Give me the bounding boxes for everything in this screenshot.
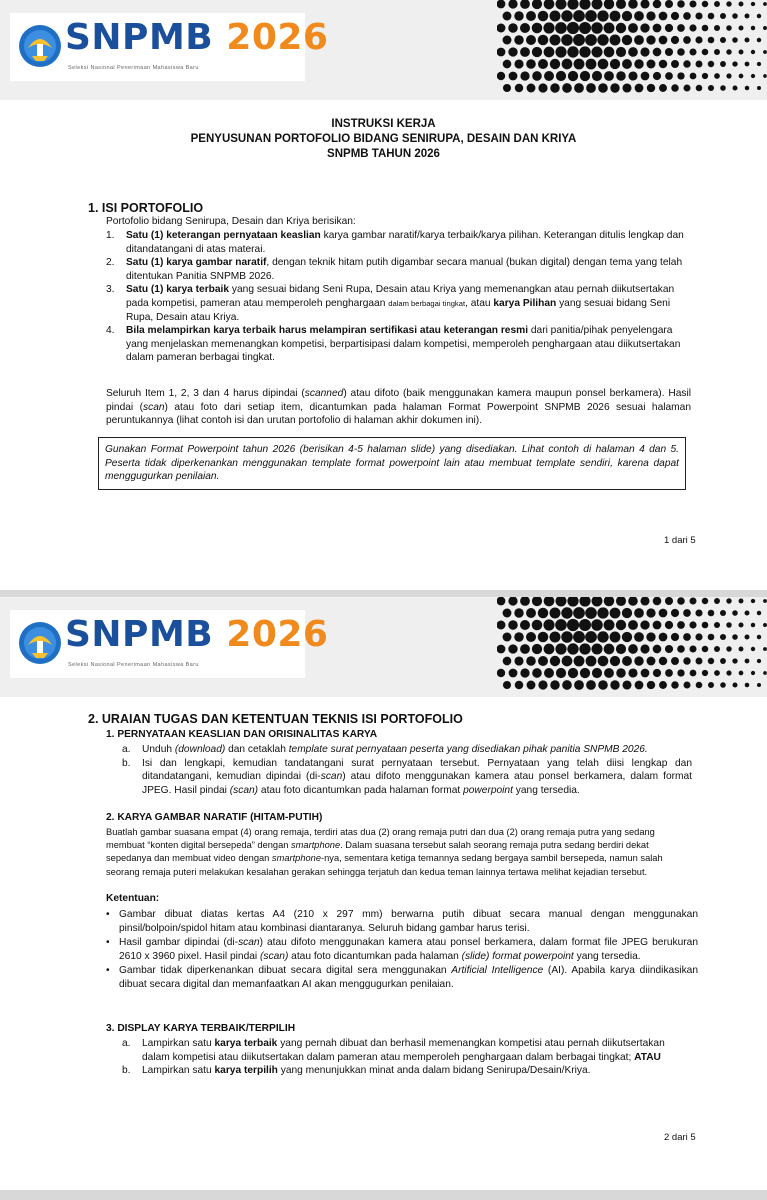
list-item: a. Lampirkan satu karya terbaik yang pernah dibuat dan berhasil memenangkan kompetisi atau pernah diikutsertakan dalam kompetisi atau diikutsertakan dalam pameran atau memperoleh penghargaan dalam berbagai tingkat; ATAU — [122, 1038, 665, 1063]
brand-tagline: Seleksi Nasional Penerimaan Mahasiswa Baru — [68, 65, 199, 71]
snpmb-logo — [10, 13, 329, 81]
brand-wordmark — [65, 17, 328, 58]
section-heading-uraian-tugas: 2. URAIAN TUGAS DAN KETENTUAN TEKNIS ISI PORTOFOLIO — [88, 712, 463, 726]
pernyataan-list — [122, 743, 692, 797]
list-item: 2. Satu (1) karya gambar naratif, dengan teknik hitam putih digambar secara manual (bukan digital) dengan tema yang telah ditentukan Panitia SNPMB 2026. — [106, 257, 683, 282]
page-separator — [0, 590, 767, 597]
tut-wuri-handayani-emblem-icon — [18, 621, 62, 665]
brand-prefix: SNPMB — [65, 614, 214, 655]
brand-prefix: SNPMB — [65, 17, 214, 58]
title-line: SNPMB TAHUN 2026 — [327, 148, 440, 160]
intro-text: Portofolio bidang Senirupa, Desain dan Kriya berisikan: — [106, 216, 356, 227]
document-page-1 — [0, 0, 767, 590]
brand-year: 2026 — [226, 614, 329, 655]
title-line: PENYUSUNAN PORTOFOLIO BIDANG SENIRUPA, DESAIN DAN KRIYA — [190, 133, 577, 145]
display-karya-list — [122, 1037, 694, 1078]
subsection-heading-display-karya: 3. DISPLAY KARYA TERBAIK/TERPILIH — [106, 1023, 296, 1034]
list-item: b. Isi dan lengkapi, kemudian tandatangani surat pernyataan tersebut. Pernyataan yang telah diisi lengkap dan ditandatangani, kemudian dipindai (di-scan) atau difoto menggunakan kamera atau ponsel berkamera, dalam format JPEG. Hasil pindai (scan) atau foto dicantumkan pada halaman format powerpoint yang tersedia. — [122, 757, 692, 796]
list-item: 1. Satu (1) keterangan pernyataan keaslian karya gambar naratif/karya terbaik/karya pilihan. Keterangan ditulis lengkap dan ditandatangani di atas materai. — [106, 230, 684, 255]
page-separator — [0, 1190, 767, 1200]
section-heading-isi-portofolio: 1. ISI PORTOFOLIO — [88, 201, 204, 215]
brand-tagline: Seleksi Nasional Penerimaan Mahasiswa Baru — [68, 662, 199, 668]
document-title — [0, 117, 767, 162]
list-item: 4. Bila melampirkan karya terbaik harus melampiran sertifikasi atau keterangan resmi dari panitia/pihak penyelengara yang menjelaskan memenangkan kompetisi, berpartisipasi dalam kompetisi, memperoleh penghargaan atau diikutsertakan dalam pameran berbagai tingkat. — [106, 325, 681, 364]
brand-year: 2026 — [226, 17, 329, 58]
list-item: • Hasil gambar dipindai (di-scan) atau difoto menggunakan kamera atau ponsel berkamera, dalam format file JPEG berukuran 2610 x 3960 pixel. Hasil pindai (scan) atau foto dicantumkan pada halaman (slide) format powerpoint yang tersedia. — [106, 937, 698, 962]
list-item: • Gambar dibuat diatas kertas A4 (210 x 297 mm) berwarna putih dibuat secara manual dengan menggunakan pinsil/bolpoin/spidol hitam atau kombinasi diantaranya. Seluruh bidang gambar harus terisi. — [106, 909, 698, 934]
document-page-2 — [0, 597, 767, 1190]
snpmb-logo — [10, 610, 329, 678]
ketentuan-list — [106, 908, 698, 993]
halftone-dots-decoration-icon — [497, 0, 767, 100]
ketentuan-heading: Ketentuan: — [106, 893, 160, 904]
scan-instruction-paragraph: Seluruh Item 1, 2, 3 dan 4 harus dipindai (scanned) atau difoto (baik menggunakan kamera maupun ponsel berkamera). Hasil pindai (scan) atau foto dari setiap item, dicantumkan pada halaman Format Powerpoint SNPMB 2026 sesuai halaman peruntukannya (lihat contoh isi dan urutan portofolio di halaman akhir dokumen ini). — [106, 388, 692, 427]
portfolio-items-list — [106, 229, 691, 365]
page-header — [0, 597, 767, 697]
list-item: a. Unduh (download) dan cetaklah template surat pernyataan peserta yang disediakan pihak panitia SNPMB 2026. — [122, 744, 648, 755]
page-header — [0, 0, 767, 100]
halftone-dots-decoration-icon — [497, 597, 767, 697]
list-item: 3. Satu (1) karya terbaik yang sesuai bidang Seni Rupa, Desain atau Kriya yang memenangkan atau pernah diikutsertakan pada kompetisi, pameran atau memperoleh penghargaan dalam berbagai tingkat, atau karya Pilihan yang sesuai bidang Seni Rupa, Desain atau Kriya. — [106, 284, 675, 323]
subsection-heading-karya-naratif: 2. KARYA GAMBAR NARATIF (HITAM-PUTIH) — [106, 812, 323, 823]
page-number: 2 dari 5 — [664, 1132, 696, 1143]
list-item: • Gambar tidak diperkenankan dibuat secara digital sera menggunakan Artificial Intelligence (AI). Apabila karya diindikasikan dibuat secara digital dan memanfaatkan AI akan menggugurkan penilaian. — [106, 965, 698, 990]
karya-naratif-description: Buatlah gambar suasana empat (4) orang remaja, terdiri atas dua (2) orang remaja putri dan dua (2) orang remaja putra yang sedang membuat “konten digital bersepeda” dengan smartphone. Dalam suasana tersebut salah seorang remaja putra sedang berdiri dekat sepedanya dan membuat video dengan smartphone-nya, sementara ketiga temannya sedang bergaya sambil bersepeda, namun salah seorang remaja puteri melakukan kesalahan gerakan sehingga terjatuh dan kedua teman lainnya tertawa melihat kejadian tersebut. — [106, 827, 663, 877]
brand-wordmark — [65, 614, 328, 655]
title-line: INSTRUKSI KERJA — [331, 118, 436, 130]
page-number: 1 dari 5 — [664, 535, 696, 546]
tut-wuri-handayani-emblem-icon — [18, 24, 62, 68]
list-item: b. Lampirkan satu karya terpilih yang menunjukkan minat anda dalam bidang Senirupa/Desain/Kriya. — [122, 1065, 591, 1077]
subsection-heading-pernyataan: 1. PERNYATAAN KEASLIAN DAN ORISINALITAS KARYA — [106, 729, 378, 740]
powerpoint-format-note: Gunakan Format Powerpoint tahun 2026 (berisikan 4-5 halaman slide) yang disediakan. Lihat contoh di halaman 4 dan 5. Peserta tidak diperkenankan menggunakan template format powerpoint lain atau membuat template sendiri, karena dapat menggugurkan penilaian. — [98, 437, 686, 490]
